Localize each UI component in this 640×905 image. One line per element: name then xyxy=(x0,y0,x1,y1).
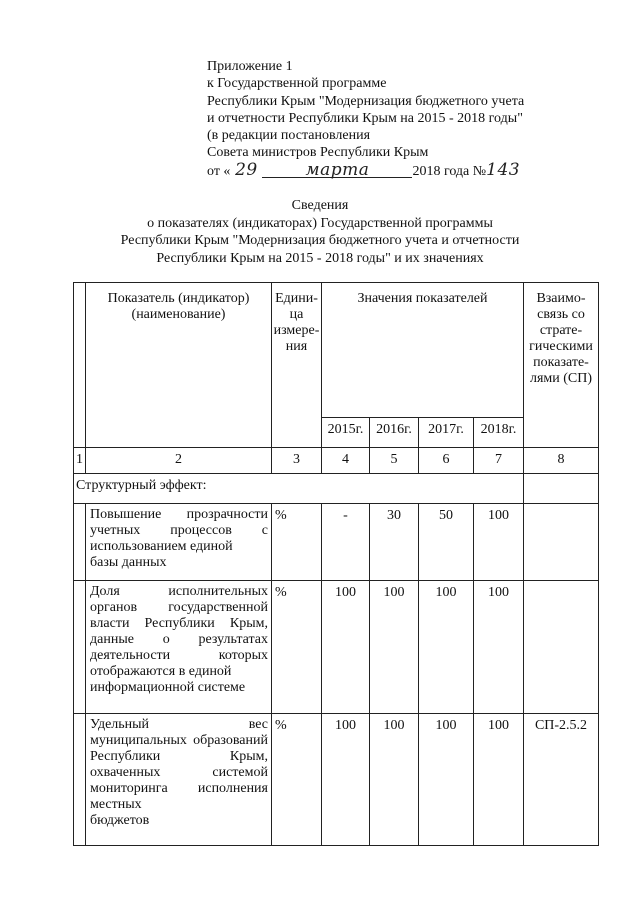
value-2018: 100 xyxy=(474,504,524,581)
header-strategic-link: Взаимо-связь со страте-гическими показате-лями (СП) xyxy=(524,283,599,448)
appendix-line: Совета министров Республики Крым xyxy=(207,145,429,161)
indicator-name-text: Повышение прозрачности учетных процессов с использованием единой xyxy=(90,507,268,554)
table-row xyxy=(74,504,599,581)
value-2016: 100 xyxy=(370,714,419,846)
appendix-line: и отчетности Республики Крым на 2015 - 2018 годы" xyxy=(207,110,523,126)
header-indicator: Показатель (индикатор) (наименование) xyxy=(86,283,272,448)
value-2015: 100 xyxy=(322,581,370,714)
value-2018: 100 xyxy=(474,714,524,846)
strategic-link: СП-2.5.2 xyxy=(524,714,599,846)
year-2015: 2015г. xyxy=(322,418,370,448)
header-unit: Едини-ца измере-ния xyxy=(272,283,322,448)
handwritten-decree-number: 143 xyxy=(486,159,521,180)
handwritten-month: марта xyxy=(262,163,412,178)
value-2018: 100 xyxy=(474,581,524,714)
heading-title: Сведения xyxy=(291,198,349,213)
indicator-unit: % xyxy=(272,504,322,581)
appendix-header xyxy=(207,58,607,180)
indicator-name-last-line: базы данных xyxy=(90,555,167,570)
table-row xyxy=(74,581,599,714)
column-number: 6 xyxy=(419,448,474,474)
document-heading xyxy=(60,197,580,267)
value-2015: - xyxy=(322,504,370,581)
year-2018: 2018г. xyxy=(474,418,524,448)
appendix-line: к Государственной программе xyxy=(207,76,387,92)
strategic-link xyxy=(524,504,599,581)
column-number: 8 xyxy=(524,448,599,474)
indicator-name-text: Удельный вес муниципальных образований Республики Крым, охваченных системой мониторинга исполнения местных xyxy=(90,717,268,812)
decree-date-line xyxy=(207,159,607,180)
indicator-name xyxy=(86,581,272,714)
header-values: Значения показателей xyxy=(322,283,524,418)
table-row xyxy=(74,714,599,846)
heading-line: Республики Крым "Модернизация бюджетного учета и отчетности xyxy=(120,233,520,248)
indicator-name-last-line: бюджетов xyxy=(90,813,150,828)
column-number: 4 xyxy=(322,448,370,474)
indicator-unit: % xyxy=(272,714,322,846)
column-number-row xyxy=(74,448,599,474)
date-prefix: от « xyxy=(207,163,231,179)
indicator-unit: % xyxy=(272,581,322,714)
strategic-link xyxy=(524,581,599,714)
handwritten-day: 29 xyxy=(235,159,258,180)
value-2016: 30 xyxy=(370,504,419,581)
heading-line: Республики Крым на 2015 - 2018 годы" и их значениях xyxy=(156,250,484,266)
section-link-cell xyxy=(524,474,599,504)
year-2016: 2016г. xyxy=(370,418,419,448)
heading-line: о показателях (индикаторах) Государственной программы xyxy=(147,215,493,231)
column-number: 5 xyxy=(370,448,419,474)
indicator-name-last-line: информационной системе xyxy=(90,680,246,695)
value-2017: 100 xyxy=(419,581,474,714)
appendix-line: (в редакции постановления xyxy=(207,128,371,144)
date-year-text: 2018 года № xyxy=(412,163,487,179)
value-2015: 100 xyxy=(322,714,370,846)
value-2017: 50 xyxy=(419,504,474,581)
header-cell-blank xyxy=(74,283,86,448)
row-blank-cell xyxy=(74,714,86,846)
column-number: 3 xyxy=(272,448,322,474)
column-number: 2 xyxy=(86,448,272,474)
column-number: 1 xyxy=(74,448,86,474)
row-blank-cell xyxy=(74,581,86,714)
indicator-name xyxy=(86,714,272,846)
header-row xyxy=(74,283,599,418)
row-blank-cell xyxy=(74,504,86,581)
value-2016: 100 xyxy=(370,581,419,714)
indicators-table xyxy=(73,282,599,846)
appendix-line: Приложение 1 xyxy=(207,59,293,74)
indicator-name xyxy=(86,504,272,581)
value-2017: 100 xyxy=(419,714,474,846)
column-number: 7 xyxy=(474,448,524,474)
year-2017: 2017г. xyxy=(419,418,474,448)
section-row xyxy=(74,474,599,504)
section-title: Структурный эффект: xyxy=(74,474,524,504)
appendix-line: Республики Крым "Модернизация бюджетного учета xyxy=(207,93,525,109)
indicator-name-text: Доля исполнительных органов государственной власти Республики Крым, данные о результатах деятельности которых отображаются в единой xyxy=(90,584,268,679)
